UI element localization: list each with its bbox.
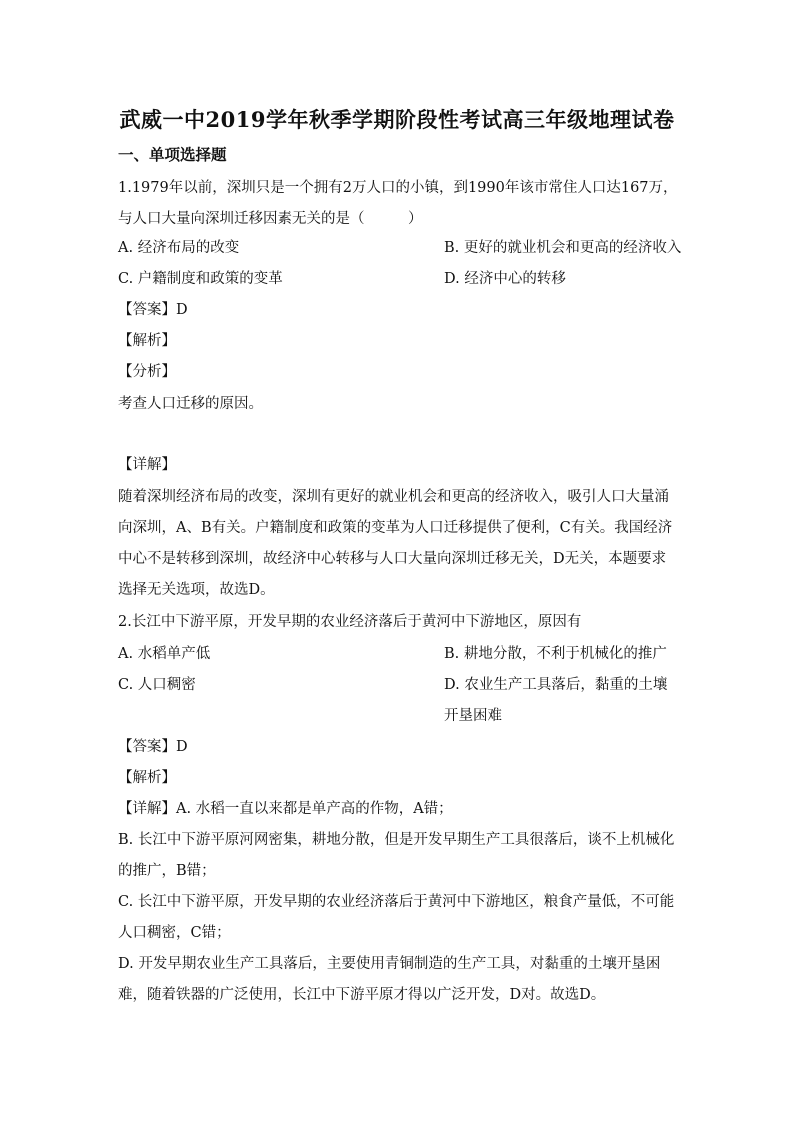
q2-answer: 【答案】D	[118, 739, 188, 755]
question-1-stem: 1.1979年以前，深圳只是一个拥有2万人口的小镇，到1990年该市常住人口达167万，与人口大量向深圳迁移因素无关的是（ ）	[118, 180, 678, 227]
q1-option-c: C. 户籍制度和政策的变革	[118, 271, 283, 287]
question-2-stem: 2.长江中下游平原，开发早期的农业经济落后于黄河中下游地区，原因有	[118, 614, 582, 630]
q2-option-b: B. 耕地分散，不利于机械化的推广	[444, 646, 667, 662]
q2-option-d: D. 农业生产工具落后，黏重的土壤开垦困难	[444, 677, 668, 724]
q2-detail-d: D. 开发早期农业生产工具落后，主要使用青铜制造的生产工具，对黏重的土壤开垦困难，随着铁器的广泛使用，长江中下游平原才得以广泛开发，D对。故选D。	[118, 956, 661, 1003]
page-title: 武威一中2019学年秋季学期阶段性考试高三年级地理试卷	[119, 107, 675, 132]
section-heading: 一、单项选择题	[118, 145, 227, 164]
q1-detail-tag: 【详解】	[118, 457, 176, 473]
q2-option-c: C. 人口稠密	[118, 677, 196, 693]
q1-analysis-tag: 【解析】	[118, 333, 176, 349]
q1-detail-text: 随着深圳经济布局的改变，深圳有更好的就业机会和更高的经济收入，吸引人口大量涌向深圳，A、B有关。户籍制度和政策的变革为人口迁移提供了便利，C有关。我国经济中心不是转移到深圳，故经济中心转移与人口大量向深圳迁移无关，D无关，本题要求选择无关选项，故选D。	[118, 489, 673, 598]
q1-option-a: A. 经济布局的改变	[118, 240, 240, 256]
q1-option-b: B. 更好的就业机会和更高的经济收入	[444, 240, 682, 256]
q1-fenxi-tag: 【分析】	[118, 364, 176, 380]
q2-detail-b: B. 长江中下游平原河网密集，耕地分散，但是开发早期生产工具很落后，谈不上机械化的推广，B错；	[118, 832, 675, 879]
q2-detail-a: 【详解】A. 水稻一直以来都是单产高的作物，A错；	[118, 801, 453, 817]
q1-option-d: D. 经济中心的转移	[444, 271, 566, 287]
q1-fenxi-text: 考查人口迁移的原因。	[118, 396, 263, 412]
q2-analysis-tag: 【解析】	[118, 770, 176, 786]
q2-option-a: A. 水稻单产低	[118, 646, 211, 662]
q1-answer: 【答案】D	[118, 302, 188, 318]
q2-detail-c: C. 长江中下游平原，开发早期的农业经济落后于黄河中下游地区，粮食产量低，不可能人口稠密，C错；	[118, 894, 675, 941]
